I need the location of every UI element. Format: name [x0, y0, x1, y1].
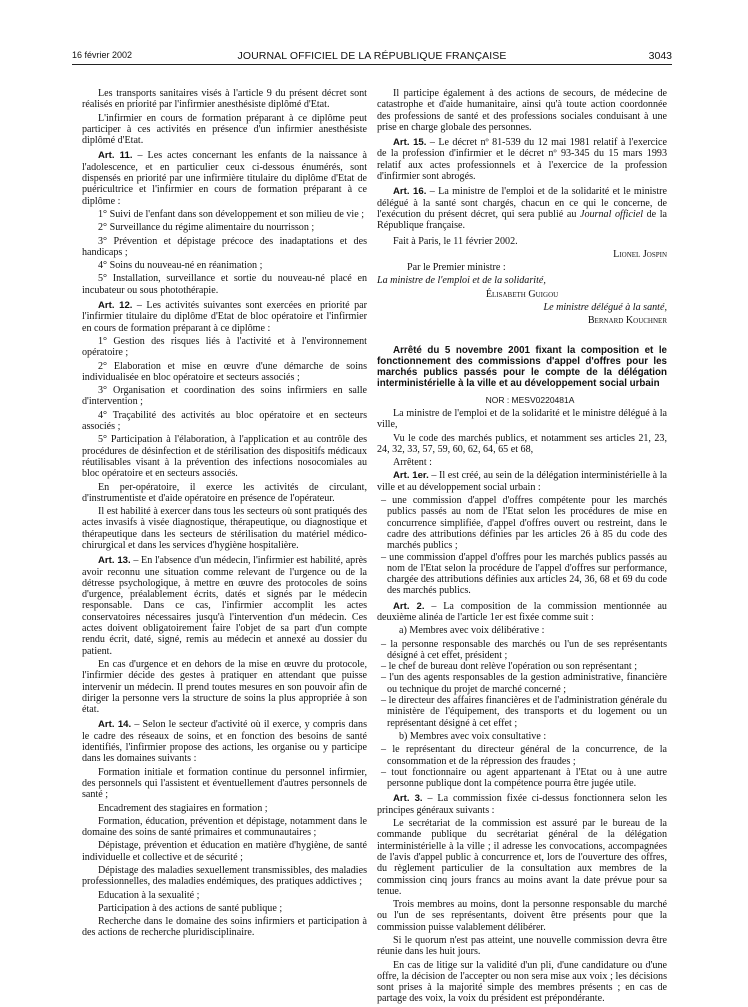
- article-text: – Il est créé, au sein de la délégation interministérielle à la ville et au développement social urbain :: [377, 470, 667, 493]
- article-3: [377, 793, 667, 816]
- article-2: [377, 601, 667, 624]
- article-number: Art. 14.: [98, 719, 132, 731]
- list-item: 3° Prévention et dépistage précoce des inadaptations et des handicaps ;: [82, 235, 367, 258]
- journal-title: JOURNAL OFFICIEL DE LA RÉPUBLIQUE FRANÇAISE: [237, 50, 507, 62]
- paragraph: La ministre de l'emploi et de la solidarité et le ministre délégué à la ville,: [377, 407, 667, 431]
- list-item: 1° Suivi de l'enfant dans son développement et son milieu de vie ;: [98, 208, 364, 220]
- page-number: 3043: [648, 50, 672, 62]
- list-item: 3° Organisation et coordination des soins infirmiers en salle d'intervention ;: [82, 385, 367, 408]
- signature-place-date: Fait à Paris, le 11 février 2002.: [393, 235, 518, 247]
- list-item: Recherche dans le domaine des soins infirmiers et participation à des actions de recherche pluridisciplinaire.: [82, 916, 367, 939]
- signatory-name: Élisabeth Guigou: [485, 288, 559, 300]
- article-number: Art. 2.: [393, 600, 425, 612]
- list-item: – le représentant du directeur général de la concurrence, de la consommation et de la répression des fraudes ;: [377, 744, 667, 767]
- list-item: – la personne responsable des marchés ou l'un de ses représentants désigné à cet effet, président ;: [377, 639, 667, 662]
- article-16: [377, 186, 667, 231]
- article-13: [82, 555, 367, 657]
- list-item: 2° Elaboration et mise en œuvre d'une démarche de soins individualisée en bloc opératoire et secteurs associés ;: [82, 360, 367, 383]
- paragraph: Les transports sanitaires visés à l'article 9 du présent décret sont réalisés en priorité par l'infirmier anesthésiste diplômé d'Etat.: [82, 88, 367, 111]
- arretent: Arrêtent :: [393, 457, 432, 469]
- list-item: 1° Gestion des risques liés à l'activité et à l'environnement opératoire ;: [82, 335, 367, 359]
- list-item: Formation initiale et formation continue du personnel infirmier, des personnels qui l'assistent et éventuellement d'autres personnels de santé ;: [82, 766, 367, 801]
- dash-list: [377, 495, 667, 597]
- paragraph: Il est habilité à exercer dans tous les secteurs où sont pratiqués des actes invasifs à visée diagnostique, thérapeutique, ou diagnostique et thérapeutique dans les secteurs de stérilisation du matériel médico-chirurgical et dans les services d'hygiène hospitalière.: [82, 506, 367, 551]
- article-text: – Les activités suivantes sont exercées en priorité par l'infirmier titulaire du diplôme d'Etat de bloc opératoire et l'infirmier en cours de formation préparant à ce diplôme :: [82, 300, 367, 334]
- signatory-title: Le ministre délégué à la santé,: [543, 302, 667, 314]
- article-text: – En l'absence d'un médecin, l'infirmier est habilité, après avoir reconnu une situation comme relevant de l'urgence ou de la détresse psychologique, à mettre en œuvre des protocoles de soins d'urgence, préalablement écrits, datés et signés par le médecin responsable. Dans ce cas, l'infirmier accomplit les actes conservatoires nécessaires jusqu'à l'intervention d'un médecin. Ces actes doivent obligatoirement faire l'objet de sa part d'un compte rendu écrit, daté, signé, remis au médecin et annexé au dossier du patient.: [82, 555, 367, 657]
- paragraph: Le secrétariat de la commission est assuré par le bureau de la commande publique du secrétariat général de la délégation interministérielle à la ville ; il adresse les convocations, accompagnées de l'avis d'appel public à concurrence et, lors de l'ouverture des offres, du règlement particulier de la consultation aux membres de la commission cinq jours francs au moins avant la date prévue pour sa tenue.: [377, 818, 667, 897]
- right-column: [377, 88, 667, 1007]
- signatory-title: La ministre de l'emploi et de la solidarité,: [377, 275, 546, 287]
- list-item: Formation, éducation, prévention et dépistage, notamment dans le domaine des soins de santé primaires et communautaires ;: [82, 815, 367, 839]
- list-item: – une commission d'appel d'offres compétente pour les marchés publics passés au nom de l'Etat selon les procédures de mise en concurrence simplifiée, d'appel d'offres ouvert ou restreint, dans le cadre des attributions définies par les articles 26 à 85 du code des marchés publics ;: [377, 495, 667, 551]
- article-number: Art. 12.: [98, 300, 133, 312]
- list-item: Participation à des actions de santé publique ;: [98, 902, 283, 914]
- dash-list: [377, 639, 667, 729]
- list-item: Dépistage, prévention et éducation en matière d'hygiène, de santé individuelle et collective et de sécurité ;: [82, 840, 367, 863]
- arrete-title: Arrêté du 5 novembre 2001 fixant la composition et le fonctionnement des commissions d'appel d'offres pour les marchés publics passés pour le compte de la délégation interministérielle à la ville et au développement social urbain: [377, 344, 667, 389]
- list-item: 5° Participation à l'élaboration, à l'application et au contrôle des procédures de désinfection et de stérilisation des dispositifs médicaux réutilisables visant à la prévention des infections nosocomiales au bloc opératoire et en secteurs associés.: [82, 434, 367, 480]
- list-item: 5° Installation, surveillance et sortie du nouveau-né placé en incubateur ou sous photothérapie.: [82, 273, 367, 296]
- article-text: – Les actes concernant les enfants de la naissance à l'adolescence, et en particulier ceux ci-dessous énumérés, sont dispensés en priorité par une infirmière titulaire du diplôme d'Etat de puéricultrice et l'infirmier en cours de formation préparant à ce diplôme :: [82, 150, 367, 207]
- list-item: Encadrement des stagiaires en formation ;: [98, 802, 268, 814]
- list-item: 4° Soins du nouveau-né en réanimation ;: [98, 260, 263, 272]
- paragraph: En cas d'urgence et en dehors de la mise en œuvre du protocole, l'infirmier décide des gestes à pratiquer en attendant que puisse intervenir un médecin. Il prend toutes mesures en son pouvoir afin de diriger la personne vers la structure de soins la plus appropriée à son état.: [82, 658, 367, 716]
- article-15: [377, 137, 667, 182]
- article-number: Art. 16.: [393, 186, 427, 198]
- article-number: Art. 3.: [393, 793, 423, 805]
- article-number: Art. 13.: [98, 555, 131, 567]
- left-column: [82, 88, 367, 941]
- article-text: – La composition de la commission mentionnée au deuxième alinéa de l'article 1er est fixée comme suit :: [377, 600, 667, 623]
- paragraph: Trois membres au moins, dont la personne responsable du marché ou l'un de ses représentants, doivent être présents pour que la commission puisse valablement délibérer.: [377, 899, 667, 933]
- article-11: [82, 150, 367, 206]
- subheading: b) Membres avec voix consultative :: [399, 730, 547, 742]
- article-14: [82, 719, 367, 764]
- list-item: 4° Traçabilité des activités au bloc opératoire et en secteurs associés ;: [82, 409, 367, 433]
- paragraph: En per-opératoire, il exerce les activités de circulant, d'instrumentiste et d'aide opératoire en présence de l'opérateur.: [82, 481, 367, 504]
- list-item: Education à la sexualité ;: [98, 889, 200, 901]
- subheading: a) Membres avec voix délibérative :: [399, 625, 545, 637]
- article-text: – La commission fixée ci-dessus fonctionnera selon les principes généraux suivants :: [377, 793, 667, 816]
- journal-officiel-ref: Journal officiel: [579, 208, 643, 220]
- article-1: [377, 470, 667, 493]
- signatory-name: Bernard Kouchner: [587, 315, 667, 327]
- paragraph: Si le quorum n'est pas atteint, une nouvelle commission devra être réunie dans les huit jours.: [377, 935, 667, 958]
- list-item: – tout fonctionnaire ou agent appartenant à l'Etat ou à une autre personne publique dont la compétence pourra être jugée utile.: [377, 767, 667, 790]
- list-item: 2° Surveillance du régime alimentaire du nourrisson ;: [98, 222, 315, 234]
- paragraph: L'infirmier en cours de formation préparant à ce diplôme peut participer à ces activités en présence d'un infirmier anesthésiste diplômé d'Etat.: [82, 112, 367, 147]
- paragraph: Il participe également à des actions de secours, de médecine de catastrophe et d'aide humanitaire, ainsi qu'à toute action coordonnée des professions de santé et des professions sociales conduisant à une prise en charge globale des personnes.: [377, 88, 667, 133]
- header-rule: [72, 64, 672, 65]
- list-item: – le directeur des affaires financières et de l'administration générale du ministère de l'équipement, des transports et du logement ou un représentant désigné à cet effet ;: [377, 695, 667, 729]
- paragraph: En cas de litige sur la validité d'un pli, d'une candidature ou d'une offre, la décision de l'accepter ou non sera mise aux voix ; les décisions sont prises à la majorité simple des membres présents ; en cas de partage des voix, la voix du président est prépondérante.: [377, 959, 667, 1005]
- dash-list: [377, 744, 667, 789]
- nor-reference: NOR : MESV0220481A: [485, 394, 575, 405]
- article-text-end: de la République française.: [377, 208, 668, 232]
- list-item: Dépistage des maladies sexuellement transmissibles, des maladies professionnelles, des maladies endémiques, des pratiques addictives ;: [82, 865, 367, 888]
- article-number: Art. 11.: [98, 150, 133, 162]
- signature-block: [377, 249, 667, 327]
- issue-date: 16 février 2002: [72, 50, 133, 60]
- article-12: [82, 300, 367, 334]
- list-item: – une commission d'appel d'offres pour les marchés publics passés au nom de l'Etat selon la procédure de l'appel d'offres sur performance, chargée des attributions définies aux articles 24, 36, 68 et 69 du code des marchés publics.: [377, 552, 667, 597]
- article-text: – Le décret nº 81-539 du 12 mai 1981 relatif à l'exercice de la profession d'infirmier et le décret nº 93-345 du 15 mars 1993 relatif aux actes professionnels et à l'exercice de la profession d'infirmier sont abrogés.: [377, 137, 667, 183]
- article-number: Art. 1er.: [393, 470, 429, 482]
- article-number: Art. 15.: [393, 137, 427, 149]
- signatory-name: Lionel Jospin: [613, 248, 667, 260]
- article-text: – La ministre de l'emploi et de la solidarité et le ministre délégué à la santé sont chargés, chacun en ce qui le concerne, de l'exécution du présent décret, qui sera publié au: [377, 186, 668, 220]
- list-item: – l'un des agents responsables de la gestion administrative, financière ou technique du projet de marché concerné ;: [377, 672, 667, 695]
- article-text: – Selon le secteur d'activité où il exerce, y compris dans le cadre des réseaux de soins, et en fonction des besoins de santé identifiés, l'infirmier propose des actions, les organise ou y participe dans les domaines suivants :: [82, 719, 368, 765]
- list-item: – le chef de bureau dont relève l'opération ou son représentant ;: [377, 661, 667, 672]
- signatory-role: Par le Premier ministre :: [407, 262, 506, 274]
- paragraph: Vu le code des marchés publics, et notamment ses articles 21, 23, 24, 32, 33, 57, 59, 60, 62, 64, 65 et 68,: [377, 432, 667, 455]
